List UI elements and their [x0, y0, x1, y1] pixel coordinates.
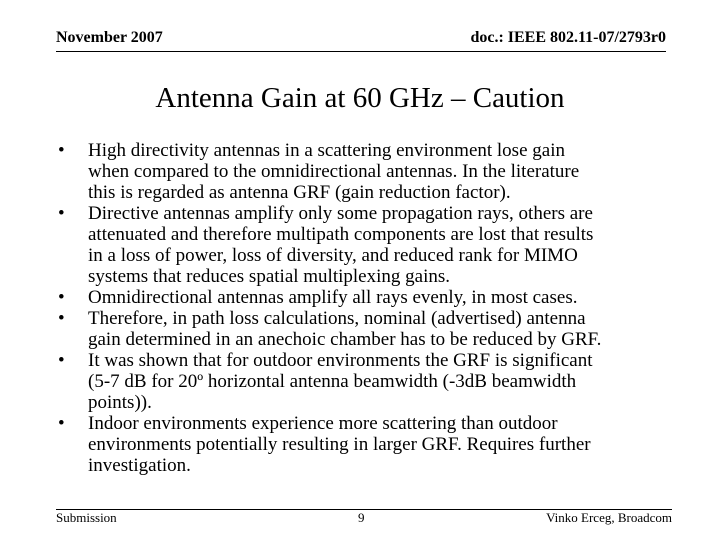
footer-page-number: 9	[358, 510, 365, 525]
header-doc-id: doc.: IEEE 802.11-07/2793r0	[470, 29, 666, 46]
bullet-line: High directivity antennas in a scattering environment lose gain	[88, 140, 565, 161]
bullet-line: (5-7 dB for 20º horizontal antenna beamwidth (-3dB beamwidth	[88, 371, 577, 392]
bullet-list	[58, 140, 670, 476]
bullet-line: investigation.	[88, 455, 191, 476]
bullet-item	[58, 308, 670, 350]
bullet-line: systems that reduces spatial multiplexing gains.	[88, 266, 450, 287]
footer-submission: Submission	[56, 510, 117, 525]
bullet-line: this is regarded as antenna GRF (gain reduction factor).	[88, 182, 511, 203]
bullet-item	[58, 287, 670, 308]
bullet-line: points)).	[88, 392, 152, 413]
bullet-line: It was shown that for outdoor environments the GRF is significant	[88, 350, 593, 371]
bullet-icon: •	[58, 287, 65, 308]
bullet-icon: •	[58, 350, 65, 371]
footer-author: Vinko Erceg, Broadcom	[546, 510, 672, 525]
bullet-icon: •	[58, 308, 65, 329]
bullet-line: environments potentially resulting in larger GRF. Requires further	[88, 434, 591, 455]
bullet-line: Omnidirectional antennas amplify all rays evenly, in most cases.	[88, 287, 578, 308]
bullet-line: attenuated and therefore multipath components are lost that results	[88, 224, 594, 245]
bullet-icon: •	[58, 203, 65, 224]
bullet-item	[58, 350, 670, 413]
bullet-icon: •	[58, 140, 65, 161]
bullet-item	[58, 140, 670, 203]
header-date: November 2007	[56, 29, 163, 46]
bullet-line: in a loss of power, loss of diversity, and reduced rank for MIMO	[88, 245, 578, 266]
bullet-line: when compared to the omnidirectional antennas. In the literature	[88, 161, 580, 182]
bullet-icon: •	[58, 413, 65, 434]
slide-title: Antenna Gain at 60 GHz – Caution	[155, 82, 565, 114]
header-divider	[56, 51, 666, 52]
bullet-line: gain determined in an anechoic chamber has to be reduced by GRF.	[88, 329, 602, 350]
bullet-line: Indoor environments experience more scattering than outdoor	[88, 413, 558, 434]
bullet-item	[58, 413, 670, 476]
bullet-line: Directive antennas amplify only some propagation rays, others are	[88, 203, 593, 224]
bullet-line: Therefore, in path loss calculations, nominal (advertised) antenna	[88, 308, 586, 329]
bullet-item	[58, 203, 670, 287]
